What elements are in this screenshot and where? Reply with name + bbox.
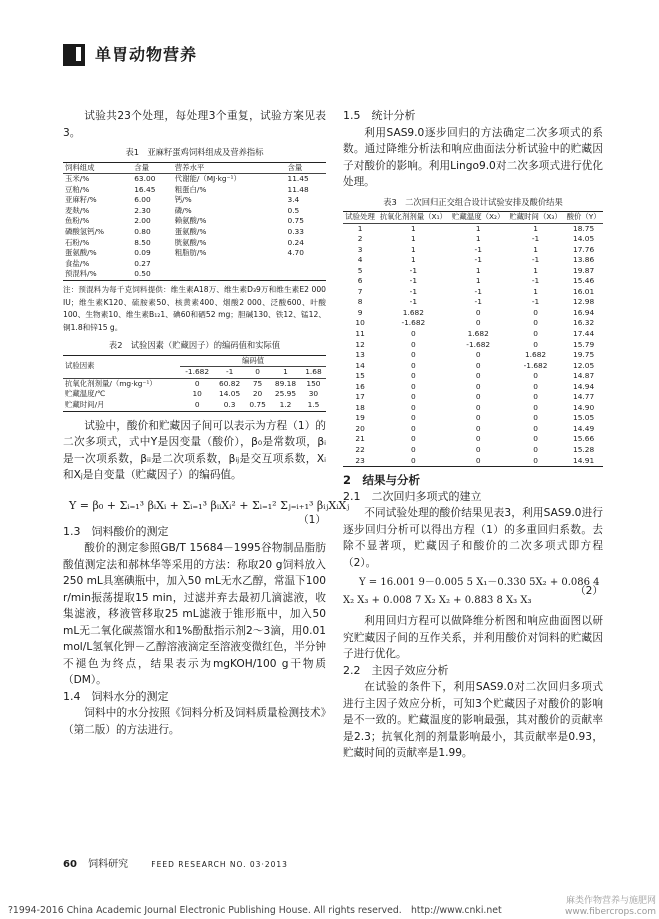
table3-cell: 0 [533,455,538,465]
table3-cell: -1 [409,286,418,296]
table3-cell: 12 [355,339,365,349]
table-row [343,445,603,456]
table3-cell: 17.76 [573,244,595,254]
table1-header-cell: 含量 [134,162,150,172]
table3-cell: 0 [475,402,481,412]
table3-cell: 9 [357,307,363,317]
journal-name-cn: 饲料研究 [88,859,129,870]
table3-cell: 0 [533,402,538,412]
section-2-2-text: 在试验的条件下，利用SAS9.0对二次回归多项式进行主因子效应分析，可知3个贮藏因子对酸价的影响是不一致的。贮藏温度的影响最强，其对酸价的贡献率是2.3；抗氧化剂的剂量影响最小，其贡献率是0.93，贮藏时间的贡献率是1.99。 [343,681,603,760]
table2-value-cell: 0.75 [249,399,266,409]
table3-cell: 1 [411,223,416,233]
table-row [343,329,603,340]
table3-cell: 1 [357,223,363,233]
table2-value-cell: 75 [252,378,263,388]
table-row [343,403,603,414]
section-1-4-text: 饲料中的水分按照《饲料分析及饲料质量检测技术》（第二版）的方法进行。 [63,707,326,736]
table1-cell: 代谢能/（MJ·kg⁻¹） [174,174,241,184]
table3-cell: 13 [355,350,365,360]
table1-cell: 钙/% [174,195,192,205]
table3-cell: 8 [357,297,363,307]
table-row [63,185,326,196]
table1-cell: 磷/% [174,205,192,215]
table-row [63,259,326,270]
table3-cell: 12.98 [573,297,595,307]
table3-cell: 23 [355,455,365,465]
copyright-line: ?1994-2016 China Academic Journal Electronic Publishing House. All rights reserved. http://www.cnki.net [8,905,502,916]
table1-cell: 玉米/% [65,174,90,184]
table3-cell: 1 [475,265,481,275]
table-row [343,308,603,319]
table3-cell: 14.91 [573,455,595,465]
table3-cell: -1.682 [401,318,426,328]
table2-value-cell: 20 [252,389,263,399]
page-number: 60 [63,859,77,870]
table3-cell: 12.05 [573,360,595,370]
table3-cell: 0 [411,329,416,339]
table1-cell: 0.09 [134,248,151,258]
table1-cell: 豆粕/% [65,184,90,194]
table1-header-cell: 含量 [287,162,303,172]
table1-cell: 4.70 [287,248,304,258]
table3-cell: 0 [533,307,538,317]
watermark-line2: www.fibercrops.com [565,907,656,917]
table1-caption: 表1 亚麻籽蛋鸡饲料组成及营养指标 [125,147,264,157]
table3-cell: 0 [411,392,416,402]
formula1-number: （1） [298,513,326,526]
table3-header-cell: 贮藏温度（X₂） [452,212,505,221]
table3-header-cell: 贮藏时间（X₃） [509,212,562,221]
table-row [63,195,326,206]
table1-cell: 0.80 [134,227,151,237]
table3-cell: 1.682 [467,329,489,339]
table-row [63,216,326,227]
table3-cell: 18.75 [573,223,595,233]
table3-cell: 11 [355,329,365,339]
table1-cell: 63.00 [134,174,156,184]
table3-cell: 0 [475,307,481,317]
left-column [63,108,350,738]
table3-cell: 0 [475,455,481,465]
table2-factor-name: 贮藏温度/℃ [65,389,106,399]
table3-cell: 1 [411,244,416,254]
table3-cell: 14 [355,360,365,370]
table-row [343,424,603,435]
table3-cell: 15.28 [573,445,595,455]
regression-paragraph: 利用回归方程可以做降维分析图和响应曲面图以研究贮藏因子间的互作关系，并利用酸价对饲料的贮藏因子进行优化。 [343,615,603,661]
table3-cell: 0 [411,402,416,412]
table1-cell: 蛋氨酸/% [174,227,207,237]
intro-paragraph: 试验共23个处理，每处理3个重复，试验方案见表3。 [63,110,326,139]
table3-cell: -1.682 [466,339,491,349]
table1-cell: 0.75 [287,216,304,226]
table3-cell: 0 [533,329,538,339]
table3-cell: 1 [411,255,416,265]
table1-cell: 粗脂肪/% [174,248,207,258]
table2-code-cell: 0 [255,367,260,377]
table-row [343,287,603,298]
page-footer [63,855,288,870]
table1-cell [286,269,327,280]
section-2-2-title: 2.2 主因子效应分析 [343,663,449,677]
table3-cell: -1 [409,265,418,275]
table3-cell: 0 [533,318,538,328]
table3-cell: 0 [533,413,538,423]
table3-cell: 19.87 [573,265,595,275]
table3-cell: 1 [533,265,538,275]
table-row [343,223,603,234]
table2-value-cell: 14.05 [219,389,241,399]
table1-cell: 0.50 [134,269,151,279]
table3-cell: 14.77 [573,392,595,402]
table2-code-header: 编码值 [180,355,326,367]
table3-cell: 0 [411,339,416,349]
formula2-line1: Y = 16.001 9－0.005 5 X₁－0.330 5X₂ + 0.086 4 [359,577,600,589]
table3-cell: 15.79 [573,339,595,349]
table3-cell: 15.05 [573,413,595,423]
table2-code-cell: 1.68 [305,367,322,377]
table-row [343,413,603,424]
table3-cell: 0 [533,381,538,391]
table3-cell: 0 [533,445,538,455]
table3-cell: -1.682 [523,360,548,370]
table1-cell: 亚麻籽/% [65,195,97,205]
table3-cell: 7 [357,286,363,296]
table3-cell: 0 [475,360,481,370]
table2-value-cell: 0.3 [223,399,236,409]
table3-cell: 10 [355,318,365,328]
table3-cell: 21 [355,434,365,444]
table3-cell: 1.682 [402,307,424,317]
table2-value-cell: 10 [192,389,202,399]
model-paragraph: 试验中，酸价和贮藏因子间可以表示为方程（1）的二次多项式，式中Y是因变量（酸价），β₀是常数项，βᵢ是一次项系数，βᵢᵢ是二次项系数，βᵢⱼ是交互项系数，Xᵢ和Xⱼ是自变量（贮藏因子）的编码值。 [63,419,326,481]
table3-cell: 14.87 [573,371,595,381]
table-row [343,382,603,393]
table-row [343,371,603,382]
table2-code-cell: -1 [225,367,234,377]
table3-cell: 0 [533,423,538,433]
table3-cell: 0 [475,371,481,381]
table3-cell: 13.86 [573,255,595,265]
table3-cell: 0 [533,371,538,381]
table3-cell: 0 [411,381,416,391]
table1-cell [286,259,327,270]
table3-cell: 1 [533,223,538,233]
table3-cell: -1 [531,297,540,307]
table-row [63,238,326,249]
table3-cell: 16.01 [573,286,595,296]
table3-cell: 0 [475,445,481,455]
table3-cell: 3 [357,244,363,254]
formula1-block [63,490,350,526]
table1-header-cell: 饲料组成 [65,162,95,172]
table3-cell: 14.94 [573,381,595,391]
table3-cell: 0 [411,434,416,444]
table-row [343,255,603,266]
table3-cell: 15.66 [573,434,595,444]
table3-cell: 0 [411,455,416,465]
table3-cell: 1 [411,234,416,244]
table1-cell: 2.00 [134,216,151,226]
table3-cell: 15 [355,371,365,381]
table1-cell: 0.33 [287,227,304,237]
table-row [343,350,603,361]
table3-cell: 0 [475,381,481,391]
right-column [343,108,603,762]
formula1: Y = β₀ + Σᵢ₌₁³ βᵢXᵢ + Σᵢ₌₁³ βᵢᵢXᵢ² + Σᵢ₌₁² Σⱼ₌ᵢ₊₁³ βᵢⱼXᵢXⱼ [69,498,350,512]
table1-cell: 11.48 [287,184,309,194]
table-row [343,266,603,277]
watermark-line1: 麻类作物营养与施肥网 [565,896,656,906]
table3-cell: -1 [474,297,482,307]
formula2-line2: X₂ X₃ + 0.008 7 X₂ X₂ + 0.883 8 X₃ X₃ [343,595,532,607]
table2-value-cell: 60.82 [219,378,241,388]
table3-cell: -1 [409,276,418,286]
table2-value-cell: 30 [308,389,319,399]
table1-header-cell: 营养水平 [174,162,205,172]
table1-cell: 石粉/% [65,237,90,247]
table3-cell: 0 [411,371,416,381]
table3-cell: 1.682 [524,350,547,360]
table3-cell: 15.46 [573,276,595,286]
section-header-title: 单胃动物营养 [95,45,198,64]
table2-value-cell: 89.18 [274,378,297,388]
table2-factor-name: 抗氧化剂剂量/（mg·kg⁻¹） [65,378,157,388]
table-row [343,340,603,351]
table2-value-cell: 0 [194,378,200,388]
table3-cell: 14.05 [573,234,595,244]
table-row [343,392,603,403]
table1-cell: 鱼粉/% [65,216,90,226]
table3-cell: -1 [474,244,482,254]
section-1-5-title: 1.5 统计分析 [343,109,416,122]
table-row [63,389,326,400]
table3-cell: 22 [355,445,365,455]
table3-cell: 0 [533,339,538,349]
table3-cell: 1 [475,223,481,233]
table3-cell: 0 [411,350,416,360]
table1-cell: 麦麸/% [65,205,90,215]
section-1-3-text: 酸价的测定参照GB/T 15684－1995谷物制品脂肪酸值测定法和郝林华等采用的方法：称取20 g饲料放入250 mL具塞碘瓶中，加入50 mL无水乙醇，常温下100 r/min振荡提取15 min，过滤并弃去最初几滴滤液，收集滤液，移液管移取25 mL滤液于锥形瓶中，加入50 mL无二氧化碳蒸馏水和1%酚酞指示剂2～3滴，用0.01 mol/L氢氧化钾－乙醇溶液滴定至溶液变微红色，半分钟不褪色为终点，结果表示为mgKOH/100 g干物质（DM）。 [63,542,326,686]
table3-header-cell: 试验处理 [345,212,375,221]
table1 [63,162,326,282]
table2-value-cell: 1.5 [307,399,320,409]
section-1-5-text: 利用SAS9.0逐步回归的方法确定二次多项式的系数。通过降维分析法和响应曲面法分析试验中的贮藏因子对酸价的影响。利用Lingo9.0对二次多项式进行优化处理。 [343,126,603,188]
section-1-4-title: 1.4 饲料水分的测定 [63,689,169,703]
table1-cell: 粗蛋白/% [174,184,207,194]
table3-cell: 0 [475,318,481,328]
table1-cell: 蛋氨酸/% [65,248,97,258]
table3-cell: 0 [411,445,416,455]
table3-cell: 6 [357,276,363,286]
table3-cell: 0 [475,413,481,423]
table3-cell: 16 [355,381,365,391]
table3-cell: 14.90 [573,402,595,412]
table2 [63,355,326,412]
table3-cell: -1 [531,255,540,265]
table3-cell: 1 [533,286,538,296]
section-2-title: 2 结果与分析 [343,473,421,488]
header-logo-icon [63,44,85,66]
table3-cell: 1 [533,244,538,254]
table2-value-cell: 0 [194,399,200,409]
table1-cell: 2.30 [134,205,151,215]
table-row [343,456,603,467]
table2-factor-header: 试验因素 [65,361,95,371]
table-row [63,248,326,259]
table3-cell: 0 [475,392,481,402]
table3-cell: 5 [357,265,363,275]
table3-cell: 1 [475,234,481,244]
table3-cell: 14.49 [573,423,595,433]
table3-cell: 0 [475,350,481,360]
table1-cell: 0.24 [287,237,304,247]
table1-cell: 赖氨酸/% [174,216,207,226]
table1-cell: 16.45 [134,184,156,194]
table3-cell: -1 [474,286,482,296]
table3-cell: 18 [355,402,365,412]
table3-cell: -1 [474,255,482,265]
table3-cell: 0 [475,423,481,433]
table-row [343,434,603,445]
table-row [63,227,326,238]
table1-cell: 0.27 [134,258,151,268]
table3-cell: 17 [355,392,365,402]
section-2-1-title: 2.1 二次回归多项式的建立 [343,489,482,503]
table1-cell: 胱氨酸/% [174,237,207,247]
table2-factor-name: 贮藏时间/月 [65,399,105,409]
table3-cell: 20 [355,423,365,433]
table3-cell: 0 [411,413,416,423]
table3-cell: 0 [533,434,538,444]
table3-cell: -1 [409,297,418,307]
table2-value-cell: 1.2 [279,399,292,409]
table1-cell: 8.50 [134,237,151,247]
table1-cell: 预混料/% [65,269,97,279]
table3-caption: 表3 二次回归正交组合设计试验安排及酸价结果 [383,196,563,207]
table1-cell: 磷酸氢钙/% [65,227,105,237]
table3-header-cell: 酸价（Y） [566,212,601,221]
table3-cell: 17.44 [573,329,595,339]
table1-note: 注：预混料为每千克饲料提供：维生素A18万、维生素D₃9万和维生素E2 000 IU；维生素K120、硫胺素50、核黄素400、烟酸2 000、泛酸600、叶酸100、生物素10、维生素B₁₂1、碘60和硒52 mg；胆碱130、铁12、锰12、铜1.8和锌15 g。 [63,285,326,332]
journal-name-en: FEED RESEARCH NO. 03·2013 [151,860,288,869]
formula2-number: （2） [575,585,603,598]
table3-cell: 0 [533,392,538,402]
table1-cell [173,269,286,280]
table-row [63,206,326,217]
table3 [343,211,603,467]
table1-cell: 6.00 [134,195,151,205]
table3-header-cell: 抗氧化剂剂量（X₁） [379,212,447,221]
table1-cell: 0.5 [287,205,300,215]
table3-cell: 4 [357,255,363,265]
table-row [343,297,603,308]
table-row [343,245,603,256]
table3-cell: 0 [411,423,416,433]
table2-caption: 表2 试验因素（贮藏因子）的编码值和实际值 [108,340,281,351]
table-row [343,361,603,372]
table1-cell: 食盐/% [65,258,90,268]
table-row [63,174,326,185]
table2-code-cell: 1 [283,367,288,377]
table1-cell [173,259,286,270]
table3-cell: 1 [475,276,481,286]
formula2-block [343,575,603,611]
section-1-3-title: 1.3 饲料酸价的测定 [63,524,169,538]
table3-cell: 16.32 [573,318,595,328]
watermark [565,896,656,918]
table3-cell: 0 [411,360,416,370]
table-row [343,318,603,329]
table-row [343,234,603,245]
table2-value-cell: 25.95 [274,389,297,399]
table3-cell: 0 [475,434,481,444]
section-2-1-text: 不同试验处理的酸价结果见表3，利用SAS9.0进行逐步回归分析可以得出方程（1）的多重回归系数。去除不显著项，贮藏因子和酸价的二次多项式即方程（2）。 [343,507,603,569]
table1-cell: 3.4 [287,195,300,205]
table3-cell: 2 [357,234,363,244]
table2-value-cell: 150 [306,378,321,388]
table-row [63,378,326,389]
table-row [63,269,326,280]
table-row [343,276,603,287]
table3-cell: -1 [531,276,540,286]
table2-code-cell: -1.682 [185,367,210,377]
table3-cell: 16.94 [573,307,595,317]
table3-cell: 19.75 [573,350,595,360]
table3-cell: -1 [531,234,540,244]
table-row [63,400,326,411]
table3-cell: 19 [355,413,365,423]
table1-cell: 11.45 [287,174,309,184]
